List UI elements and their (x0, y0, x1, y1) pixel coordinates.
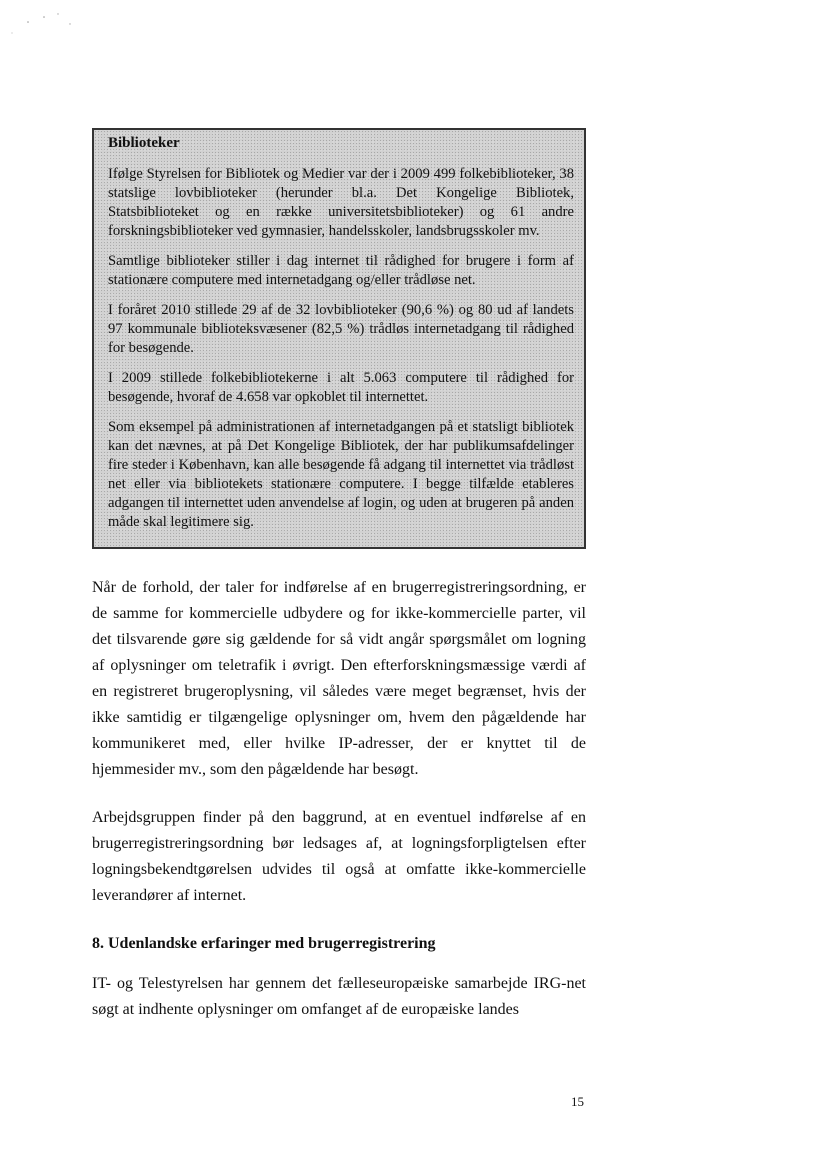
scan-specks (0, 0, 826, 60)
box-paragraph: I foråret 2010 stillede 29 af de 32 lovbiblioteker (90,6 %) og 80 ud af landets 97 kommunale biblioteksvæsener (82,5 %) trådløs internetadgang til rådighed for besøgende. (108, 302, 574, 356)
box-paragraph: Ifølge Styrelsen for Bibliotek og Medier var der i 2009 499 folkebiblioteker, 38 statslige lovbiblioteker (herunder bl.a. Det Kongelige Bibliotek, Statsbiblioteket og en række universitetsbiblioteker) og 61 andre forskningsbiblioteker ved gymnasier, handelsskoler, landsbrugsskoler mv. (108, 166, 574, 239)
main-text (92, 575, 586, 1045)
library-info-box (92, 128, 586, 549)
section-heading: 8. Udenlandske erfaringer med brugerregistrering (92, 935, 436, 952)
body-paragraph: IT- og Telestyrelsen har gennem det fælleseuropæiske samarbejde IRG-net søgt at indhente oplysninger om omfanget af de europæiske landes (92, 975, 586, 1018)
box-title: Biblioteker (108, 135, 180, 151)
box-paragraph: Som eksempel på administrationen af internetadgangen på et statsligt bibliotek kan det nævnes, at på Det Kongelige Bibliotek, der har publikumsafdelinger fire steder i København, kan alle besøgende få adgang til internettet via trådløst net eller via bibliotekets stationære computere. I begge tilfælde etableres adgangen til internettet uden anvendelse af login, og uden at brugeren på anden måde skal legitimere sig. (108, 419, 574, 530)
box-paragraph: Samtlige biblioteker stiller i dag internet til rådighed for brugere i form af stationære computere med internetadgang og/eller trådløse net. (108, 253, 574, 288)
body-paragraph: Når de forhold, der taler for indførelse af en brugerregistreringsordning, er de samme for kommercielle udbydere og for ikke-kommercielle parter, vil det tilsvarende gøre sig gældende for så vidt angår spørgsmålet om logning af oplysninger om teletrafik i øvrigt. Den efterforskningsmæssige værdi af en registreret brugeroplysning, vil således være meget begrænset, hvis der ikke samtidig er tilgængelige oplysninger om, hvem den pågældende har kommunikeret med, eller hvilke IP-adresser, der er knyttet til de hjemmesider mv., som den pågældende har besøgt. (92, 579, 586, 778)
body-paragraph: Arbejdsgruppen finder på den baggrund, at en eventuel indførelse af en brugerregistreringsordning bør ledsages af, at logningsforpligtelsen efter logningsbekendtgørelsen udvides til også at omfatte ikke-kommercielle leverandører af internet. (92, 809, 586, 904)
page-number: 15 (571, 1094, 584, 1109)
box-paragraph: I 2009 stillede folkebibliotekerne i alt 5.063 computere til rådighed for besøgende, hvoraf de 4.658 var opkoblet til internettet. (108, 370, 574, 405)
